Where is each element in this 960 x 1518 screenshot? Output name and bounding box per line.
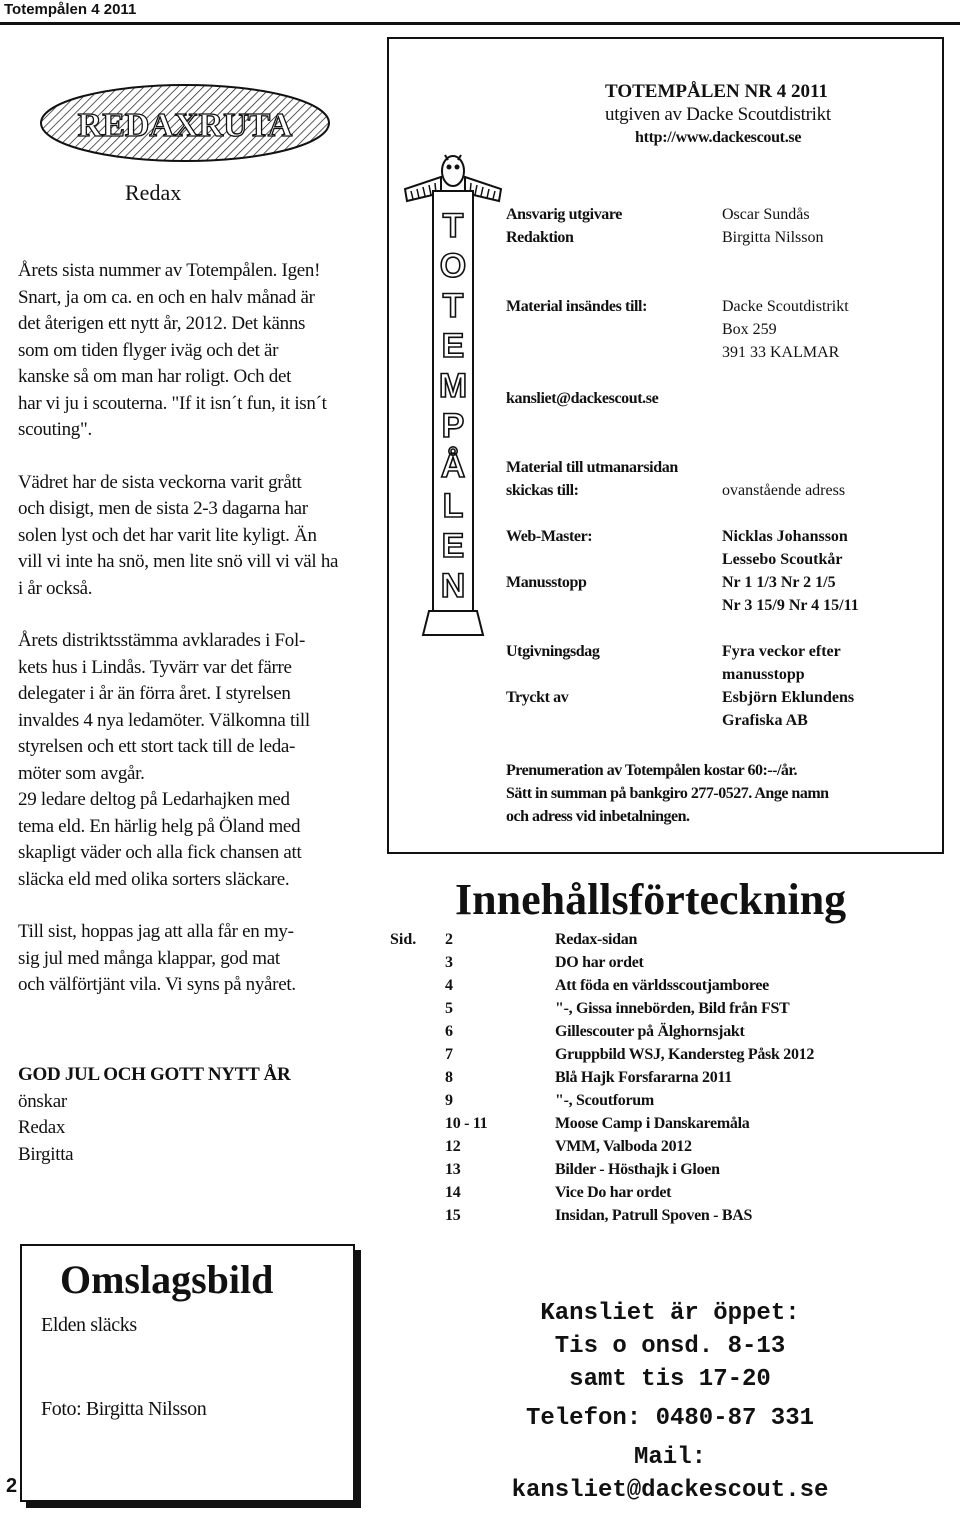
article-line: Vädret har de sista veckorna varit grått xyxy=(18,471,302,493)
toc-title: Innehållsförteckning xyxy=(455,875,847,924)
article-line: sig jul med många klappar, god mat xyxy=(18,947,280,969)
toc-entry-title: DO har ordet xyxy=(555,954,644,971)
info-value: 391 33 KALMAR xyxy=(722,344,840,361)
toc-entry xyxy=(0,1069,960,1092)
toc-page: 9 xyxy=(445,1092,453,1109)
info-value: Lessebo Scoutkår xyxy=(722,551,843,568)
toc-entry xyxy=(0,954,960,977)
toc-page: 6 xyxy=(445,1023,453,1040)
info-value: Birgitta Nilsson xyxy=(722,229,824,246)
closing-line: Redax xyxy=(18,1117,66,1138)
info-value: Dacke Scoutdistrikt xyxy=(722,298,849,315)
info-label: Web-Master: xyxy=(506,528,593,545)
info-value: Nr 1 1/3 Nr 2 1/5 xyxy=(722,574,836,591)
article-line: tema eld. En härlig helg på Öland med xyxy=(18,815,301,837)
toc-entry xyxy=(0,1184,960,1207)
article-line: skapligt väder och alla fick chansen att xyxy=(18,842,302,863)
info-label: Redaktion xyxy=(506,229,574,246)
info-value: ovanstående adress xyxy=(722,482,846,499)
article-line: möter som avgår. xyxy=(18,762,145,784)
article-line: 29 ledare deltog på Ledarhajken med xyxy=(18,789,290,810)
article-line: Snart, ja om ca. en och en halv månad är xyxy=(18,286,315,308)
article-line: vill vi inte ha snö, men lite snö vill vi väl ha xyxy=(18,551,339,572)
info-label: skickas till: xyxy=(506,482,579,499)
office-hours-line: Tis o onsd. 8-13 xyxy=(554,1333,786,1360)
totem-letter: E xyxy=(441,527,465,565)
totem-letter: P xyxy=(441,407,465,445)
article-line: har vi ju i scouterna. "If it isn´t fun, it isn´t xyxy=(18,392,327,414)
subscription-info xyxy=(506,759,829,828)
article-line: som om tiden flyger iväg och det är xyxy=(18,339,279,361)
toc-entry xyxy=(0,977,960,1000)
toc-entry-title: "-, Gissa innebörden, Bild från FST xyxy=(555,1000,790,1017)
article-line: Till sist, hoppas jag att alla får en my- xyxy=(18,921,294,942)
toc-page: 5 xyxy=(445,1000,453,1017)
omslag-caption: Elden släcks xyxy=(41,1314,137,1336)
totem-letter: L xyxy=(442,487,464,525)
info-value: Grafiska AB xyxy=(722,712,808,729)
info-label: Utgivningsdag xyxy=(506,643,600,660)
article-line: delegater i år än förra året. I styrelsen xyxy=(18,683,291,704)
info-value: manusstopp xyxy=(722,666,805,683)
toc-page: 14 xyxy=(445,1184,461,1201)
omslag-box xyxy=(20,1244,355,1502)
totem-pole-illustration xyxy=(403,151,503,636)
article-line: kanske så om man har roligt. Och det xyxy=(18,366,292,387)
info-label: Material till utmanarsidan xyxy=(506,459,678,476)
office-mail[interactable]: Mail: kansliet@dackescout.se xyxy=(511,1444,829,1504)
toc-entry xyxy=(0,1207,960,1230)
toc-entry xyxy=(0,931,960,954)
totem-letter: O xyxy=(439,247,467,285)
toc-entry-title: Insidan, Patrull Spoven - BAS xyxy=(555,1207,753,1224)
subscription-line: Prenumeration av Totempålen kostar 60:--/år. xyxy=(506,762,798,779)
toc-entry-title: Redax-sidan xyxy=(555,931,638,948)
masthead-box xyxy=(387,37,944,854)
toc-page: 3 xyxy=(445,954,453,971)
article-paragraph xyxy=(18,470,358,603)
closing-line: önskar xyxy=(18,1090,67,1112)
toc-entry-title: Gillescouter på Älghornsjakt xyxy=(555,1023,745,1040)
toc-entry xyxy=(0,1023,960,1046)
toc-entry xyxy=(0,1115,960,1138)
totem-letter: T xyxy=(442,287,464,325)
info-value: Nicklas Johansson xyxy=(722,528,848,545)
info-label: Material insändes till: xyxy=(506,298,648,315)
toc-entry-title: Bilder - Hösthajk i Gloen xyxy=(555,1161,720,1178)
closing-line: Birgitta xyxy=(18,1143,74,1165)
subscription-line: och adress vid inbetalningen. xyxy=(506,808,690,825)
omslag-title: Omslagsbild xyxy=(60,1257,274,1302)
totem-letter: E xyxy=(441,327,465,365)
article-line: och välförtjänt vila. Vi syns på nyåret. xyxy=(18,974,296,995)
totem-letter: M xyxy=(438,367,468,405)
office-phone: Telefon: 0480-87 331 xyxy=(525,1405,815,1432)
article-line: Årets distriktsstämma avklarades i Fol- xyxy=(18,630,305,651)
toc-page: 2 xyxy=(445,931,453,948)
info-label: Tryckt av xyxy=(506,689,569,706)
redax-banner xyxy=(38,82,333,164)
subscription-line: Sätt in summan på bankgiro 277-0527. Ange namn xyxy=(506,785,829,802)
toc-entry xyxy=(0,1000,960,1023)
toc-entry-title: VMM, Valboda 2012 xyxy=(555,1138,692,1155)
masthead-subtitle: utgiven av Dacke Scoutdistrikt xyxy=(605,104,831,125)
toc-entry xyxy=(0,1046,960,1069)
toc-page: 8 xyxy=(445,1069,453,1086)
toc-entry xyxy=(0,1161,960,1184)
office-hours-line: Kansliet är öppet: xyxy=(540,1300,800,1327)
closing-greeting: GOD JUL OCH GOTT NYTT ÅR xyxy=(18,1064,291,1085)
article-line: invaldes 4 nya ledamöter. Välkomna till xyxy=(18,709,310,731)
article-line: släcka eld med olika sorters släckare. xyxy=(18,868,290,890)
article-paragraph xyxy=(18,628,358,893)
article-line: och disigt, men de sista 2-3 dagarna har xyxy=(18,498,308,519)
toc-page: 12 xyxy=(445,1138,461,1155)
masthead-url[interactable]: http://www.dackescout.se xyxy=(635,129,802,146)
toc-entry-title: Vice Do har ordet xyxy=(555,1184,672,1201)
article-line: Årets sista nummer av Totempålen. Igen! xyxy=(18,260,321,281)
toc-sid-label: Sid. xyxy=(390,931,417,948)
toc-entry-title: Blå Hajk Forsfararna 2011 xyxy=(555,1069,732,1086)
article-line: det återigen ett nytt år, 2012. Det känns xyxy=(18,313,306,334)
info-label[interactable]: kansliet@dackescout.se xyxy=(506,390,659,407)
info-value: Nr 3 15/9 Nr 4 15/11 xyxy=(722,597,859,614)
toc-entry-title: Moose Camp i Danskaremåla xyxy=(555,1115,750,1132)
info-value: Esbjörn Eklundens xyxy=(722,689,855,706)
article-line: scouting". xyxy=(18,419,92,440)
redax-article xyxy=(18,258,358,999)
toc-page: 4 xyxy=(445,977,453,994)
totem-letter: N xyxy=(440,567,466,605)
totem-letter: T xyxy=(442,207,464,245)
header-rule xyxy=(0,22,960,25)
running-title: Totempålen 4 2011 xyxy=(4,1,137,18)
article-line: kets hus i Lindås. Tyvärr var det färre xyxy=(18,656,292,678)
redax-banner-text: REDAXRUTA xyxy=(77,107,293,144)
totem-letter: Å xyxy=(440,447,466,485)
toc-entry-title: Gruppbild WSJ, Kandersteg Påsk 2012 xyxy=(555,1046,815,1063)
masthead-title: TOTEMPÅLEN NR 4 2011 xyxy=(605,81,828,102)
info-label: Manusstopp xyxy=(506,574,587,591)
article-paragraph xyxy=(18,258,358,444)
toc-page: 7 xyxy=(445,1046,453,1063)
office-hours-line: samt tis 17-20 xyxy=(569,1366,771,1393)
toc-entry-title: Att föda en världsscoutjamboree xyxy=(555,977,769,994)
toc-page: 10 - 11 xyxy=(445,1115,488,1132)
omslag-photo-credit: Foto: Birgitta Nilsson xyxy=(41,1398,207,1420)
toc-entry xyxy=(0,1138,960,1161)
toc-entry xyxy=(0,1092,960,1115)
info-value: Oscar Sundås xyxy=(722,206,810,223)
page-number: 2 xyxy=(6,1475,18,1497)
article-line: solen lyst och det har varit lite kyligt. Än xyxy=(18,524,317,546)
article-line: i år också. xyxy=(18,577,93,599)
info-value: Box 259 xyxy=(722,321,777,338)
info-label: Ansvarig utgivare xyxy=(506,206,623,223)
office-hours-box xyxy=(495,1297,845,1507)
info-value: Fyra veckor efter xyxy=(722,643,841,660)
redax-heading: Redax xyxy=(125,180,182,205)
article-line: styrelsen och ett stort tack till de leda- xyxy=(18,736,296,757)
toc-entry-title: "-, Scoutforum xyxy=(555,1092,654,1109)
toc-page: 13 xyxy=(445,1161,461,1178)
toc-page: 15 xyxy=(445,1207,461,1224)
